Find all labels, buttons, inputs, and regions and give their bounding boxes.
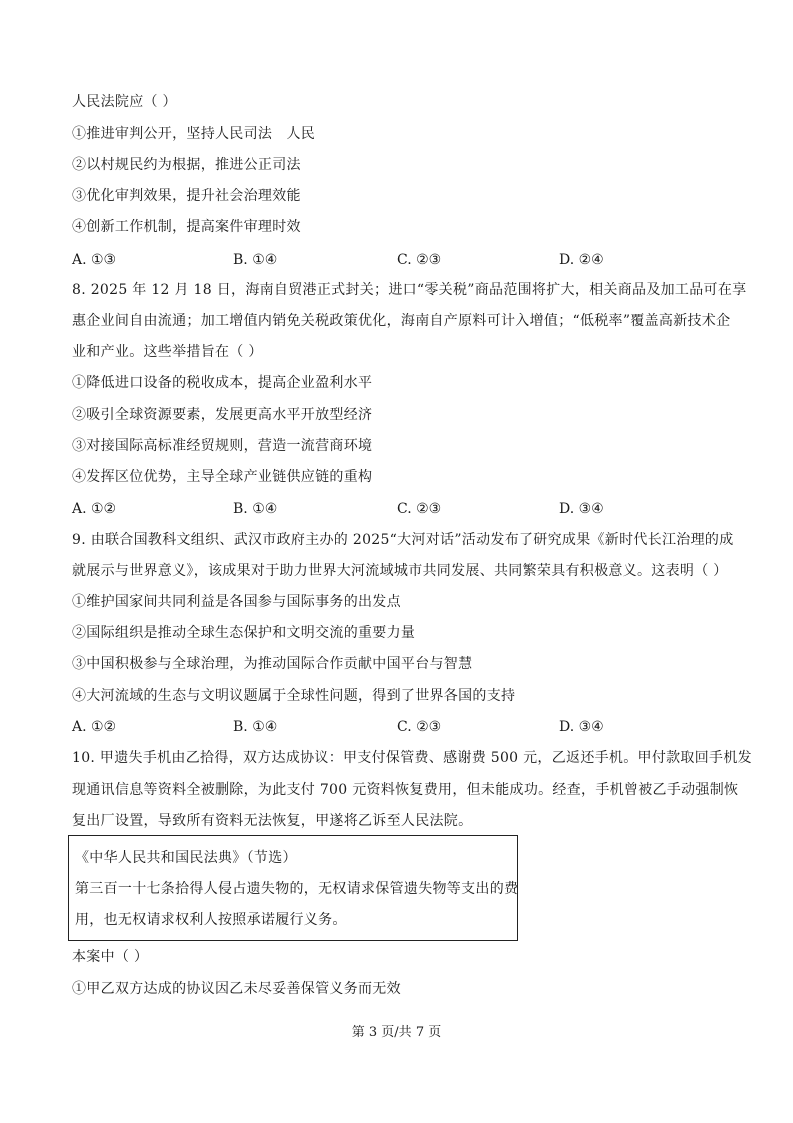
q9-option-a: A. ①②	[72, 719, 117, 735]
q8-options	[72, 499, 722, 519]
q10-item-1: ①甲乙双方达成的协议因乙未尽妥善保管义务而无效	[72, 981, 401, 997]
q9-item-2: ②国际组织是推动全球生态保护和文明交流的重要力量	[72, 625, 416, 641]
q9-option-d: D. ③④	[559, 719, 604, 735]
q7-option-d: D. ②④	[559, 252, 604, 268]
q9-item-3: ③中国积极参与全球治理，为推动国际合作贡献中国平台与智慧	[72, 656, 473, 672]
q7-option-b: B. ①④	[233, 252, 278, 268]
q8-item-3: ③对接国际高标准经贸规则，营造一流营商环境	[72, 438, 373, 454]
q8-item-4: ④发挥区位优势，主导全球产业链供应链的重构	[72, 469, 373, 485]
q7-item-1: ①推进审判公开，坚持人民司法 人民	[72, 126, 316, 142]
q9-stem-line-1: 9. 由联合国教科文组织、武汉市政府主办的 2025“大河对话”活动发布了研究成果《新时代长江治理的成	[72, 532, 734, 548]
excerpt-line-1: 第三百一十七条拾得人侵占遗失物的，无权请求保管遗失物等支出的费	[75, 881, 519, 897]
q10-stem-line-2: 现通讯信息等资料全被删除，为此支付 700 元资料恢复费用，但未能成功。经查，手机曾被乙手动强制恢	[72, 782, 739, 798]
q8-option-d: D. ③④	[559, 501, 604, 517]
q9-option-b: B. ①④	[233, 719, 278, 735]
q8-stem-line-2: 惠企业间自由流通；加工增值内销免关税政策优化，海南自产原料可计入增值；“低税率”覆盖高新技术企	[72, 313, 731, 329]
q9-options	[72, 717, 722, 737]
excerpt-line-2: 用，也无权请求权利人按照承诺履行义务。	[75, 912, 347, 928]
q8-option-c: C. ②③	[397, 501, 442, 517]
q9-item-4: ④大河流域的生态与文明议题属于全球性问题，得到了世界各国的支持	[72, 688, 516, 704]
q7-options	[72, 250, 722, 270]
q8-item-2: ②吸引全球资源要素，发展更高水平开放型经济	[72, 407, 373, 423]
q7-item-4: ④创新工作机制，提高案件审理时效	[72, 219, 301, 235]
q8-stem-line-1: 8. 2025 年 12 月 18 日，海南自贸港正式封关；进口“零关税”商品范围将扩大，相关商品及加工品可在享	[72, 282, 747, 298]
page-footer: 第 3 页/共 7 页	[351, 1025, 442, 1040]
q9-item-1: ①维护国家间共同利益是各国参与国际事务的出发点	[72, 594, 401, 610]
civil-code-excerpt-box	[68, 835, 518, 941]
q9-stem-line-2: 就展示与世界意义》，该成果对于助力世界大河流域城市共同发展、共同繁荣具有积极意义。这表明（ ）	[72, 563, 728, 579]
q8-option-a: A. ①②	[72, 501, 117, 517]
q7-option-c: C. ②③	[397, 252, 442, 268]
q8-option-b: B. ①④	[233, 501, 278, 517]
q7-option-a: A. ①③	[72, 252, 117, 268]
q10-prompt: 本案中（ ）	[72, 949, 149, 965]
q7-stem-end: 人民法院应（ ）	[72, 94, 177, 110]
q7-item-2: ②以村规民约为根据，推进公正司法	[72, 157, 301, 173]
q10-stem-line-3: 复出厂设置，导致所有资料无法恢复，甲遂将乙诉至人民法院。	[72, 813, 473, 829]
excerpt-title: 《中华人民共和国民法典》（节选）	[75, 850, 297, 866]
q8-item-1: ①降低进口设备的税收成本，提高企业盈利水平	[72, 375, 373, 391]
q7-item-3: ③优化审判效果，提升社会治理效能	[72, 188, 301, 204]
q9-option-c: C. ②③	[397, 719, 442, 735]
q8-stem-line-3: 业和产业。这些举措旨在（ ）	[72, 344, 263, 360]
q10-stem-line-1: 10. 甲遗失手机由乙拾得，双方达成协议：甲支付保管费、感谢费 500 元，乙返还手机。甲付款取回手机发	[72, 750, 752, 766]
